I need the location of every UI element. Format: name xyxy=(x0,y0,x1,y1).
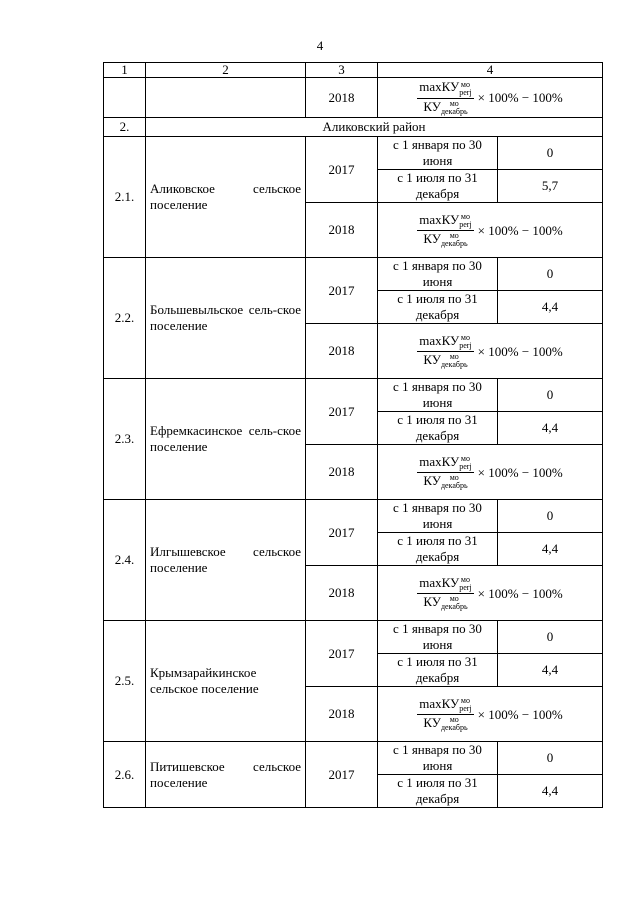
formula-cell xyxy=(378,566,603,621)
value-cell: 4,4 xyxy=(498,533,603,566)
period-cell: с 1 июля по 31 декабря xyxy=(378,412,498,445)
formula-fraction xyxy=(417,697,473,732)
value-cell: 0 xyxy=(498,500,603,533)
formula-numerator: maxКУ мо perj xyxy=(419,211,472,229)
formula xyxy=(417,334,563,369)
formula-denominator: КУ мо декабрь xyxy=(423,594,468,612)
header-col-2: 2 xyxy=(146,63,306,78)
table-row xyxy=(104,621,603,654)
entry-number: 2.6. xyxy=(104,742,146,808)
formula-cell xyxy=(378,445,603,500)
period-cell: с 1 января по 30 июня xyxy=(378,137,498,170)
formula-numerator: maxКУ мо perj xyxy=(419,332,472,350)
value-cell: 4,4 xyxy=(498,291,603,324)
header-col-3: 3 xyxy=(306,63,378,78)
table-row xyxy=(104,137,603,170)
period-cell: с 1 июля по 31 декабря xyxy=(378,533,498,566)
year-cell: 2017 xyxy=(306,137,378,203)
year-cell: 2018 xyxy=(306,566,378,621)
value-cell: 0 xyxy=(498,137,603,170)
formula-fraction xyxy=(417,576,473,611)
period-cell: с 1 июля по 31 декабря xyxy=(378,291,498,324)
formula-tail: × 100% − 100% xyxy=(477,706,563,722)
value-cell: 0 xyxy=(498,379,603,412)
year-cell: 2017 xyxy=(306,379,378,445)
value-cell: 0 xyxy=(498,742,603,775)
formula xyxy=(417,455,563,490)
table-row xyxy=(104,742,603,775)
period-cell: с 1 января по 30 июня xyxy=(378,742,498,775)
formula-fraction xyxy=(417,334,473,369)
settlement-name: Аликовское сельское поселение xyxy=(146,137,306,258)
value-cell: 0 xyxy=(498,258,603,291)
entry-number: 2.3. xyxy=(104,379,146,500)
district-number: 2. xyxy=(104,118,146,137)
value-cell: 0 xyxy=(498,621,603,654)
table-row xyxy=(104,379,603,412)
period-cell: с 1 января по 30 июня xyxy=(378,258,498,291)
formula-fraction xyxy=(417,80,473,115)
value-cell: 4,4 xyxy=(498,412,603,445)
formula-numerator: maxКУ мо perj xyxy=(419,79,472,97)
year-cell: 2018 xyxy=(306,324,378,379)
formula-tail: × 100% − 100% xyxy=(477,343,563,359)
header-col-4: 4 xyxy=(378,63,603,78)
table-row-top-2018 xyxy=(104,78,603,118)
formula-tail: × 100% − 100% xyxy=(477,585,563,601)
formula-numerator: maxКУ мо perj xyxy=(419,574,472,592)
formula-denominator: КУ мо декабрь xyxy=(423,98,468,116)
settlement-name: Большевыльское сель-ское поселение xyxy=(146,258,306,379)
formula-tail: × 100% − 100% xyxy=(477,464,563,480)
formula-denominator: КУ мо декабрь xyxy=(423,231,468,249)
empty-name-cell xyxy=(146,78,306,118)
period-cell: с 1 января по 30 июня xyxy=(378,621,498,654)
settlement-name: Ефремкасинское сель-ское поселение xyxy=(146,379,306,500)
formula xyxy=(417,80,563,115)
entry-number: 2.5. xyxy=(104,621,146,742)
formula-cell xyxy=(378,203,603,258)
entry-number: 2.4. xyxy=(104,500,146,621)
year-cell: 2018 xyxy=(306,203,378,258)
formula-numerator: maxКУ мо perj xyxy=(419,695,472,713)
formula-tail: × 100% − 100% xyxy=(477,90,563,105)
year-cell: 2017 xyxy=(306,742,378,808)
formula-cell xyxy=(378,687,603,742)
formula xyxy=(417,576,563,611)
formula-denominator: КУ мо декабрь xyxy=(423,715,468,733)
formula-denominator: КУ мо декабрь xyxy=(423,352,468,370)
entry-number: 2.1. xyxy=(104,137,146,258)
formula-cell xyxy=(378,324,603,379)
formula-cell xyxy=(378,78,603,118)
value-cell: 4,4 xyxy=(498,775,603,808)
year-cell: 2017 xyxy=(306,258,378,324)
settlement-name: Илгышевское сельское поселение xyxy=(146,500,306,621)
formula-numerator: maxКУ мо perj xyxy=(419,453,472,471)
value-cell: 5,7 xyxy=(498,170,603,203)
district-name: Аликовский район xyxy=(146,118,603,137)
formula-tail: × 100% − 100% xyxy=(477,222,563,238)
table-row xyxy=(104,500,603,533)
year-cell: 2018 xyxy=(306,78,378,118)
settlement-name: Крымзарайкинское сельское поселение xyxy=(146,621,306,742)
settlement-name: Питишевское сельское поселение xyxy=(146,742,306,808)
tariff-table xyxy=(103,62,603,808)
formula xyxy=(417,213,563,248)
period-cell: с 1 июля по 31 декабря xyxy=(378,654,498,687)
page-number: 4 xyxy=(316,38,324,53)
formula-fraction xyxy=(417,455,473,490)
year-cell: 2017 xyxy=(306,500,378,566)
period-cell: с 1 января по 30 июня xyxy=(378,379,498,412)
year-cell: 2018 xyxy=(306,687,378,742)
entry-number: 2.2. xyxy=(104,258,146,379)
formula-fraction xyxy=(417,213,473,248)
header-col-1: 1 xyxy=(104,63,146,78)
formula-denominator: КУ мо декабрь xyxy=(423,473,468,491)
district-row xyxy=(104,118,603,137)
period-cell: с 1 января по 30 июня xyxy=(378,500,498,533)
year-cell: 2017 xyxy=(306,621,378,687)
period-cell: с 1 июля по 31 декабря xyxy=(378,170,498,203)
year-cell: 2018 xyxy=(306,445,378,500)
formula xyxy=(417,697,563,732)
empty-num-cell xyxy=(104,78,146,118)
value-cell: 4,4 xyxy=(498,654,603,687)
header-row xyxy=(104,63,603,78)
table-row xyxy=(104,258,603,291)
period-cell: с 1 июля по 31 декабря xyxy=(378,775,498,808)
